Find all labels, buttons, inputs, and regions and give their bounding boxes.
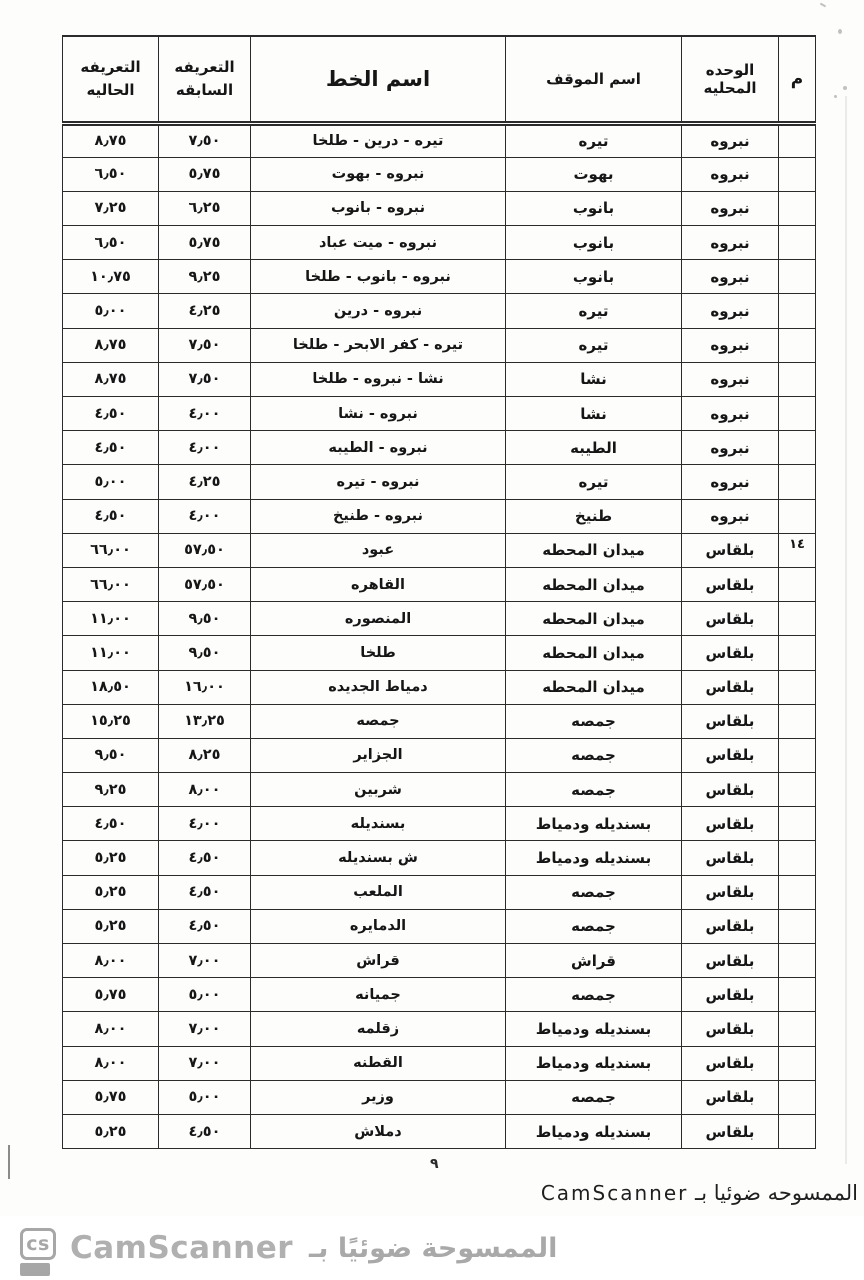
header-previous-tariff-line2: السابقه (175, 80, 234, 99)
serial-cell (779, 636, 816, 670)
stop-name-cell: بسنديله ودمياط (506, 1046, 682, 1080)
local-unit-cell: نبروه (682, 260, 779, 294)
serial-cell (779, 1012, 816, 1046)
stop-name-cell: تيره (506, 465, 682, 499)
line-name-cell: عبود (251, 533, 506, 567)
current-tariff-cell: ٨٫٧٥ (63, 362, 159, 396)
previous-tariff-cell: ٤٫٠٠ (159, 499, 251, 533)
current-tariff-cell: ٥٫٢٥ (63, 1114, 159, 1148)
line-name-cell: القاهره (251, 567, 506, 601)
current-tariff-cell: ٩٫٥٠ (63, 738, 159, 772)
stop-name-cell: بسنديله ودمياط (506, 807, 682, 841)
previous-tariff-cell: ٤٫٠٠ (159, 807, 251, 841)
page-number: ٩ (430, 1156, 439, 1172)
handwritten-note-arabic: الممسوحه ضوئيا بـ (695, 1181, 858, 1205)
serial-cell (779, 875, 816, 909)
serial-cell (779, 602, 816, 636)
local-unit-cell: نبروه (682, 362, 779, 396)
line-name-cell: جمصه (251, 704, 506, 738)
previous-tariff-cell: ٥٧٫٥٠ (159, 567, 251, 601)
previous-tariff-cell: ٤٫٥٠ (159, 841, 251, 875)
current-tariff-cell: ٧٫٢٥ (63, 191, 159, 225)
previous-tariff-cell: ٦٫٢٥ (159, 191, 251, 225)
local-unit-cell: بلقاس (682, 1046, 779, 1080)
table-row (63, 294, 816, 328)
header-current-tariff-line2: الحاليه (86, 80, 135, 99)
previous-tariff-cell: ٧٫٠٠ (159, 1046, 251, 1080)
table-body (63, 123, 816, 1149)
current-tariff-cell: ٨٫٠٠ (63, 1046, 159, 1080)
camscanner-arabic-label: الممسوحة ضوئيًا بـ (309, 1232, 558, 1264)
table-header-row (63, 36, 816, 123)
previous-tariff-cell: ٨٫٠٠ (159, 773, 251, 807)
stop-name-cell: جمصه (506, 1080, 682, 1114)
stop-name-cell: بانوب (506, 260, 682, 294)
camscanner-brand-text: CamScanner (70, 1230, 294, 1266)
stop-name-cell: جمصه (506, 978, 682, 1012)
previous-tariff-cell: ٧٫٠٠ (159, 1012, 251, 1046)
local-unit-cell: بلقاس (682, 636, 779, 670)
local-unit-cell: بلقاس (682, 738, 779, 772)
stop-name-cell: نشا (506, 397, 682, 431)
previous-tariff-cell: ٤٫٥٠ (159, 875, 251, 909)
previous-tariff-cell: ٥٫٠٠ (159, 1080, 251, 1114)
serial-cell (779, 465, 816, 499)
stop-name-cell: طنيخ (506, 499, 682, 533)
line-name-cell: المنصوره (251, 602, 506, 636)
local-unit-cell: نبروه (682, 465, 779, 499)
table-row (63, 1114, 816, 1148)
serial-cell (779, 123, 816, 157)
stop-name-cell: تيره (506, 328, 682, 362)
line-name-cell: نبروه - طنيخ (251, 499, 506, 533)
line-name-cell: تيره - درين - طلخا (251, 123, 506, 157)
previous-tariff-cell: ٤٫٢٥ (159, 465, 251, 499)
table-row (63, 567, 816, 601)
line-name-cell: زقلمه (251, 1012, 506, 1046)
header-line-name: اسم الخط (251, 36, 506, 123)
line-name-cell: نبروه - تيره (251, 465, 506, 499)
tariff-table (62, 35, 816, 1149)
table-row (63, 1046, 816, 1080)
line-name-cell: الملعب (251, 875, 506, 909)
serial-cell (779, 1080, 816, 1114)
previous-tariff-cell: ٧٫٠٠ (159, 944, 251, 978)
stop-name-cell: الطيبه (506, 431, 682, 465)
serial-cell (779, 670, 816, 704)
stop-name-cell: جمصه (506, 773, 682, 807)
previous-tariff-cell: ٤٫٥٠ (159, 1114, 251, 1148)
table-row (63, 670, 816, 704)
serial-cell (779, 944, 816, 978)
serial-cell (779, 1046, 816, 1080)
stop-name-cell: جمصه (506, 738, 682, 772)
table-row (63, 1080, 816, 1114)
line-name-cell: القطنه (251, 1046, 506, 1080)
table-row (63, 944, 816, 978)
header-local-unit: الوحده المحليه (682, 36, 779, 123)
previous-tariff-cell: ٤٫٥٠ (159, 909, 251, 943)
previous-tariff-cell: ٥٫٧٥ (159, 226, 251, 260)
serial-cell (779, 260, 816, 294)
current-tariff-cell: ١١٫٠٠ (63, 636, 159, 670)
line-name-cell: نبروه - بانوب - طلخا (251, 260, 506, 294)
table-row (63, 260, 816, 294)
stop-name-cell: بهوت (506, 157, 682, 191)
table-row (63, 875, 816, 909)
serial-cell (779, 978, 816, 1012)
local-unit-cell: نبروه (682, 431, 779, 465)
previous-tariff-cell: ٩٫٢٥ (159, 260, 251, 294)
line-name-cell: قراش (251, 944, 506, 978)
previous-tariff-cell: ٩٫٥٠ (159, 602, 251, 636)
current-tariff-cell: ٦٦٫٠٠ (63, 567, 159, 601)
stop-name-cell: بسنديله ودمياط (506, 1114, 682, 1148)
stop-name-cell: نشا (506, 362, 682, 396)
local-unit-cell: بلقاس (682, 909, 779, 943)
current-tariff-cell: ٥٫٧٥ (63, 978, 159, 1012)
previous-tariff-cell: ٩٫٥٠ (159, 636, 251, 670)
local-unit-cell: بلقاس (682, 944, 779, 978)
current-tariff-cell: ١٥٫٢٥ (63, 704, 159, 738)
previous-tariff-cell: ٥٫٠٠ (159, 978, 251, 1012)
previous-tariff-cell: ٧٫٥٠ (159, 123, 251, 157)
table-row (63, 738, 816, 772)
current-tariff-cell: ٤٫٥٠ (63, 431, 159, 465)
line-name-cell: نبروه - بهوت (251, 157, 506, 191)
line-name-cell: شربين (251, 773, 506, 807)
camscanner-logo-text: cs (26, 1233, 50, 1255)
line-name-cell: الجزاير (251, 738, 506, 772)
current-tariff-cell: ٥٫٧٥ (63, 1080, 159, 1114)
serial-cell (779, 226, 816, 260)
local-unit-cell: نبروه (682, 123, 779, 157)
previous-tariff-cell: ١٦٫٠٠ (159, 670, 251, 704)
line-name-cell: جميانه (251, 978, 506, 1012)
header-current-tariff-line1: التعريفه (80, 57, 141, 76)
line-name-cell: طلخا (251, 636, 506, 670)
stop-name-cell: جمصه (506, 704, 682, 738)
line-name-cell: الدمايره (251, 909, 506, 943)
table-row (63, 807, 816, 841)
serial-cell (779, 431, 816, 465)
current-tariff-cell: ١٠٫٧٥ (63, 260, 159, 294)
local-unit-cell: بلقاس (682, 875, 779, 909)
line-name-cell: نبروه - الطيبه (251, 431, 506, 465)
previous-tariff-cell: ٥٫٧٥ (159, 157, 251, 191)
line-name-cell: نبروه - نشا (251, 397, 506, 431)
stop-name-cell: تيره (506, 123, 682, 157)
table-row (63, 1012, 816, 1046)
previous-tariff-cell: ٤٫٠٠ (159, 431, 251, 465)
serial-cell: ١٤ (779, 533, 816, 567)
local-unit-cell: بلقاس (682, 670, 779, 704)
current-tariff-cell: ٦٦٫٠٠ (63, 533, 159, 567)
table-row (63, 431, 816, 465)
camscanner-logo-box (20, 1228, 56, 1260)
stop-name-cell: بسنديله ودمياط (506, 841, 682, 875)
table-row (63, 362, 816, 396)
scan-edge-line (8, 1145, 10, 1179)
current-tariff-cell: ٦٫٥٠ (63, 157, 159, 191)
header-stop-name: اسم الموقف (506, 36, 682, 123)
serial-cell (779, 362, 816, 396)
local-unit-cell: نبروه (682, 328, 779, 362)
scan-artifact-mark (834, 95, 837, 98)
local-unit-cell: بلقاس (682, 533, 779, 567)
local-unit-cell: بلقاس (682, 807, 779, 841)
stop-name-cell: ميدان المحطه (506, 602, 682, 636)
serial-cell (779, 328, 816, 362)
table-row (63, 465, 816, 499)
table-row (63, 123, 816, 157)
line-name-cell: وزير (251, 1080, 506, 1114)
stop-name-cell: قراش (506, 944, 682, 978)
stop-name-cell: ميدان المحطه (506, 533, 682, 567)
stop-name-cell: تيره (506, 294, 682, 328)
table-row (63, 191, 816, 225)
stop-name-cell: ميدان المحطه (506, 567, 682, 601)
current-tariff-cell: ٨٫٠٠ (63, 944, 159, 978)
line-name-cell: ش بسنديله (251, 841, 506, 875)
serial-cell (779, 567, 816, 601)
serial-cell (779, 191, 816, 225)
local-unit-cell: بلقاس (682, 567, 779, 601)
current-tariff-cell: ٥٫٢٥ (63, 875, 159, 909)
table-row (63, 636, 816, 670)
current-tariff-cell: ٥٫٢٥ (63, 841, 159, 875)
line-name-cell: نبروه - بانوب (251, 191, 506, 225)
current-tariff-cell: ٨٫٠٠ (63, 1012, 159, 1046)
serial-cell (779, 807, 816, 841)
previous-tariff-cell: ١٣٫٢٥ (159, 704, 251, 738)
local-unit-cell: نبروه (682, 294, 779, 328)
current-tariff-cell: ٥٫٠٠ (63, 294, 159, 328)
local-unit-cell: نبروه (682, 157, 779, 191)
table-row (63, 841, 816, 875)
line-name-cell: نشا - نبروه - طلخا (251, 362, 506, 396)
stop-name-cell: ميدان المحطه (506, 636, 682, 670)
local-unit-cell: نبروه (682, 226, 779, 260)
serial-cell (779, 704, 816, 738)
local-unit-cell: نبروه (682, 499, 779, 533)
local-unit-cell: بلقاس (682, 841, 779, 875)
current-tariff-cell: ٨٫٧٥ (63, 328, 159, 362)
table-row (63, 533, 816, 567)
current-tariff-cell: ٨٫٧٥ (63, 123, 159, 157)
current-tariff-cell: ٦٫٥٠ (63, 226, 159, 260)
current-tariff-cell: ١١٫٠٠ (63, 602, 159, 636)
header-previous-tariff-line1: التعريفه (174, 57, 235, 76)
table-row (63, 978, 816, 1012)
stop-name-cell: جمصه (506, 875, 682, 909)
serial-cell (779, 397, 816, 431)
serial-cell (779, 294, 816, 328)
local-unit-cell: بلقاس (682, 1114, 779, 1148)
table-row (63, 704, 816, 738)
current-tariff-cell: ٤٫٥٠ (63, 807, 159, 841)
stop-name-cell: بانوب (506, 226, 682, 260)
line-name-cell: نبروه - درين (251, 294, 506, 328)
current-tariff-cell: ٤٫٥٠ (63, 397, 159, 431)
line-name-cell: نبروه - ميت عباد (251, 226, 506, 260)
header-previous-tariff (159, 36, 251, 123)
camscanner-logo-icon (20, 1228, 60, 1276)
serial-cell (779, 773, 816, 807)
table-header (63, 36, 816, 123)
line-name-cell: دملاش (251, 1114, 506, 1148)
serial-cell (779, 738, 816, 772)
local-unit-cell: بلقاس (682, 1080, 779, 1114)
stop-name-cell: ميدان المحطه (506, 670, 682, 704)
local-unit-cell: نبروه (682, 191, 779, 225)
line-name-cell: دمياط الجديده (251, 670, 506, 704)
local-unit-cell: بلقاس (682, 978, 779, 1012)
current-tariff-cell: ٤٫٥٠ (63, 499, 159, 533)
current-tariff-cell: ٥٫٢٥ (63, 909, 159, 943)
table-row (63, 909, 816, 943)
line-name-cell: تيره - كفر الابحر - طلخا (251, 328, 506, 362)
previous-tariff-cell: ٨٫٢٥ (159, 738, 251, 772)
scan-edge-line (845, 96, 847, 1164)
current-tariff-cell: ١٨٫٥٠ (63, 670, 159, 704)
current-tariff-cell: ٥٫٠٠ (63, 465, 159, 499)
stop-name-cell: بسنديله ودمياط (506, 1012, 682, 1046)
local-unit-cell: بلقاس (682, 773, 779, 807)
previous-tariff-cell: ٧٫٥٠ (159, 328, 251, 362)
table-row (63, 157, 816, 191)
previous-tariff-cell: ٥٧٫٥٠ (159, 533, 251, 567)
scan-artifact-mark (838, 29, 842, 34)
local-unit-cell: نبروه (682, 397, 779, 431)
header-current-tariff (63, 36, 159, 123)
serial-cell (779, 1114, 816, 1148)
previous-tariff-cell: ٧٫٥٠ (159, 362, 251, 396)
table-row (63, 226, 816, 260)
previous-tariff-cell: ٤٫٠٠ (159, 397, 251, 431)
camscanner-watermark-bar (0, 1216, 864, 1280)
handwritten-camscanner-note (541, 1181, 858, 1205)
current-tariff-cell: ٩٫٢٥ (63, 773, 159, 807)
stop-name-cell: جمصه (506, 909, 682, 943)
scan-artifact-mark (843, 86, 847, 90)
stop-name-cell: بانوب (506, 191, 682, 225)
serial-cell (779, 499, 816, 533)
header-serial: م (779, 36, 816, 123)
table-row (63, 328, 816, 362)
local-unit-cell: بلقاس (682, 602, 779, 636)
table-row (63, 602, 816, 636)
serial-cell (779, 157, 816, 191)
scan-artifact-mark (820, 3, 826, 8)
serial-cell (779, 909, 816, 943)
line-name-cell: بسنديله (251, 807, 506, 841)
previous-tariff-cell: ٤٫٢٥ (159, 294, 251, 328)
local-unit-cell: بلقاس (682, 704, 779, 738)
table-row (63, 773, 816, 807)
table-row (63, 499, 816, 533)
local-unit-cell: بلقاس (682, 1012, 779, 1046)
camscanner-logo-tab (20, 1263, 50, 1276)
table-row (63, 397, 816, 431)
serial-cell (779, 841, 816, 875)
handwritten-note-latin: CamScanner (540, 1181, 689, 1205)
